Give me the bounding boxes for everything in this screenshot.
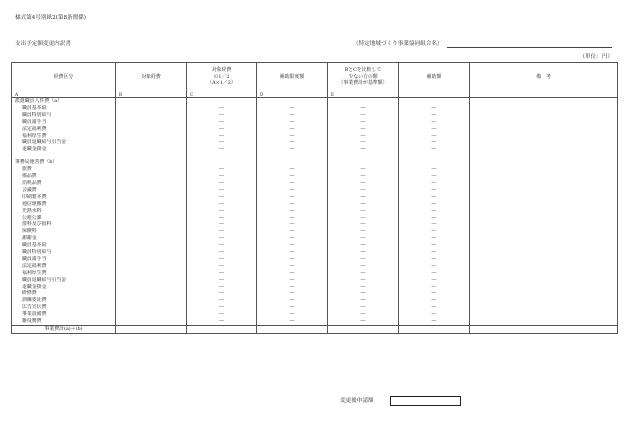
col-header-line: （A×1／2） <box>207 80 236 87</box>
col-letter: B <box>116 91 187 98</box>
amount-cell-e: ― <box>399 166 470 173</box>
section-title: 派遣職員人件費（a） <box>12 98 116 105</box>
amount-cell-a[interactable] <box>116 311 187 318</box>
amount-cell-d: ― <box>328 201 399 208</box>
amount-cell-e: ― <box>399 187 470 194</box>
expense-item-label: 印刷製本費 <box>12 194 116 201</box>
amount-cell-b: ― <box>187 256 257 263</box>
amount-cell-b: ― <box>187 263 257 270</box>
empty-cell <box>116 159 187 166</box>
table-row <box>12 119 618 126</box>
table-row <box>12 105 618 112</box>
amount-cell-e: ― <box>399 297 470 304</box>
amount-cell-b: ― <box>187 180 257 187</box>
expense-item-label: 職員諸手当 <box>12 119 116 126</box>
amount-cell-d: ― <box>328 311 399 318</box>
amount-cell-d: ― <box>328 270 399 277</box>
amount-cell-c: ― <box>257 180 328 187</box>
expense-item-label: 消耗品費 <box>12 180 116 187</box>
table-row <box>12 133 618 140</box>
remarks-cell[interactable] <box>470 235 618 242</box>
amount-cell-a[interactable] <box>116 119 187 126</box>
amount-cell-a[interactable] <box>116 277 187 284</box>
amount-cell-d: ― <box>328 263 399 270</box>
table-row <box>12 249 618 256</box>
empty-cell <box>187 159 257 166</box>
expense-item-label: 研修費 <box>12 290 116 297</box>
expense-item-label: 会議費 <box>12 187 116 194</box>
amount-cell-c: ― <box>257 290 328 297</box>
table-row <box>12 256 618 263</box>
total-label: 事業費計(a)＋(b) <box>12 326 116 334</box>
amount-cell-c: ― <box>257 133 328 140</box>
amount-cell-a[interactable] <box>116 187 187 194</box>
table-row <box>12 228 618 235</box>
amount-cell-b: ― <box>187 126 257 133</box>
amount-cell-c: ― <box>257 201 328 208</box>
col-header-remarks: 備 考 <box>470 63 618 92</box>
amount-cell-a[interactable] <box>116 270 187 277</box>
amount-cell-e: ― <box>399 133 470 140</box>
amount-cell-a[interactable] <box>116 221 187 228</box>
amount-cell-b: ― <box>187 318 257 325</box>
amount-cell-d: ― <box>328 194 399 201</box>
remarks-cell[interactable] <box>470 242 618 249</box>
amount-cell-c: ― <box>257 105 328 112</box>
expense-item-label: 雑役務費 <box>12 318 116 325</box>
amount-cell-b: ― <box>187 166 257 173</box>
empty-cell <box>470 98 618 105</box>
amount-cell-c: ― <box>257 277 328 284</box>
amount-cell-a[interactable] <box>116 139 187 146</box>
empty-cell <box>116 98 187 105</box>
empty-cell <box>257 98 328 105</box>
amount-cell-e: ― <box>399 105 470 112</box>
amount-cell-d: ― <box>328 105 399 112</box>
expense-item-label: 法定福利費 <box>12 263 116 270</box>
association-name-line[interactable] <box>447 47 612 48</box>
remarks-cell[interactable] <box>470 221 618 228</box>
table-row <box>12 263 618 270</box>
col-header-line: BとCを比較して <box>344 67 382 74</box>
remarks-cell[interactable] <box>470 277 618 284</box>
amount-cell-d: ― <box>328 187 399 194</box>
remarks-cell[interactable] <box>470 112 618 119</box>
expense-item-label: 職員退職給与引当金 <box>12 139 116 146</box>
total-cell <box>257 326 328 334</box>
col-letter: E <box>328 91 399 98</box>
amount-cell-c: ― <box>257 263 328 270</box>
amount-cell-d: ― <box>328 133 399 140</box>
expense-item-label: 訓練委託費 <box>12 297 116 304</box>
amount-cell-e: ― <box>399 208 470 215</box>
amount-cell-d: ― <box>328 146 399 153</box>
total-row <box>12 326 618 334</box>
expense-item-label: 職員基本給 <box>12 105 116 112</box>
table-row <box>12 194 618 201</box>
amount-cell-e: ― <box>399 311 470 318</box>
amount-cell-d: ― <box>328 277 399 284</box>
amount-cell-a[interactable] <box>116 228 187 235</box>
amount-cell-b: ― <box>187 277 257 284</box>
revised-application-amount-field[interactable] <box>390 396 461 406</box>
amount-cell-e: ― <box>399 270 470 277</box>
remarks-cell[interactable] <box>470 139 618 146</box>
empty-cell <box>399 159 470 166</box>
table-row <box>12 208 618 215</box>
total-cell[interactable] <box>470 326 618 334</box>
amount-cell-a[interactable] <box>116 290 187 297</box>
document-title: 支出予定額変更内訳書 <box>15 41 71 47</box>
amount-cell-a[interactable] <box>116 242 187 249</box>
table-body <box>12 98 618 334</box>
expense-item-label: 退職金掛金 <box>12 284 116 291</box>
section-title: 事務局運営費（b） <box>12 159 116 166</box>
amount-cell-c: ― <box>257 173 328 180</box>
amount-cell-e: ― <box>399 201 470 208</box>
amount-cell-b: ― <box>187 112 257 119</box>
col-header-subsidy: 補助額 <box>399 63 470 92</box>
amount-cell-e: ― <box>399 215 470 222</box>
expense-item-label: 福利厚生費 <box>12 270 116 277</box>
amount-cell-d: ― <box>328 126 399 133</box>
expense-item-label: 職員諸手当 <box>12 256 116 263</box>
col-header-target-expense: 対象経費 <box>116 63 187 92</box>
remarks-cell[interactable] <box>470 187 618 194</box>
amount-cell-c: ― <box>257 221 328 228</box>
amount-cell-d: ― <box>328 284 399 291</box>
amount-cell-d: ― <box>328 173 399 180</box>
amount-cell-d: ― <box>328 256 399 263</box>
amount-cell-b: ― <box>187 119 257 126</box>
amount-cell-e: ― <box>399 194 470 201</box>
amount-cell-d: ― <box>328 249 399 256</box>
table-row <box>12 311 618 318</box>
remarks-cell[interactable] <box>470 297 618 304</box>
amount-cell-b: ― <box>187 187 257 194</box>
amount-cell-d: ― <box>328 290 399 297</box>
table-row <box>12 235 618 242</box>
remarks-cell[interactable] <box>470 126 618 133</box>
amount-cell-c: ― <box>257 146 328 153</box>
col-header-line: 対象経費 <box>211 67 232 74</box>
expense-item-label: 職員基本給 <box>12 242 116 249</box>
amount-cell-b: ― <box>187 228 257 235</box>
amount-cell-e: ― <box>399 173 470 180</box>
table-row <box>12 173 618 180</box>
remarks-cell[interactable] <box>470 201 618 208</box>
amount-cell-c: ― <box>257 228 328 235</box>
table-row <box>12 284 618 291</box>
amount-cell-b: ― <box>187 146 257 153</box>
amount-cell-e: ― <box>399 146 470 153</box>
total-cell <box>328 326 399 334</box>
amount-cell-c: ― <box>257 249 328 256</box>
remarks-cell[interactable] <box>470 173 618 180</box>
remarks-cell[interactable] <box>470 318 618 325</box>
amount-cell-e: ― <box>399 221 470 228</box>
amount-cell-d: ― <box>328 221 399 228</box>
amount-cell-e: ― <box>399 119 470 126</box>
amount-cell-c: ― <box>257 235 328 242</box>
amount-cell-d: ― <box>328 235 399 242</box>
total-cell[interactable] <box>116 326 187 334</box>
amount-cell-d: ― <box>328 318 399 325</box>
amount-cell-e: ― <box>399 256 470 263</box>
amount-cell-d: ― <box>328 215 399 222</box>
expense-item-label: 公租公課 <box>12 215 116 222</box>
empty-cell <box>328 159 399 166</box>
amount-cell-e: ― <box>399 242 470 249</box>
amount-cell-b: ― <box>187 242 257 249</box>
col-header-line: （事業費計が基準額） <box>338 80 388 87</box>
form-number: 様式第4号別紙2(第8条関係) <box>15 15 86 21</box>
remarks-cell[interactable] <box>470 228 618 235</box>
remarks-cell[interactable] <box>470 256 618 263</box>
amount-cell-c: ― <box>257 187 328 194</box>
amount-cell-e: ― <box>399 290 470 297</box>
remarks-cell[interactable] <box>470 194 618 201</box>
revised-application-amount-label: 変更後申請額 <box>340 398 374 404</box>
table-row <box>12 304 618 311</box>
col-header-half-expense <box>187 63 257 92</box>
amount-cell-a[interactable] <box>116 304 187 311</box>
remarks-cell[interactable] <box>470 208 618 215</box>
amount-cell-a[interactable] <box>116 112 187 119</box>
remarks-cell[interactable] <box>470 146 618 153</box>
empty-cell <box>470 159 618 166</box>
amount-cell-e: ― <box>399 318 470 325</box>
amount-cell-a[interactable] <box>116 215 187 222</box>
amount-cell-b: ― <box>187 105 257 112</box>
table-row <box>12 112 618 119</box>
amount-cell-b: ― <box>187 284 257 291</box>
col-header-limit: 補助限度額 <box>257 63 328 92</box>
col-header-line: 少ない方の額 <box>348 73 378 80</box>
amount-cell-c: ― <box>257 311 328 318</box>
amount-cell-e: ― <box>399 228 470 235</box>
unit-label: （単位：円） <box>579 54 613 60</box>
amount-cell-b: ― <box>187 297 257 304</box>
section-row <box>12 159 618 166</box>
table-row <box>12 270 618 277</box>
remarks-cell[interactable] <box>470 284 618 291</box>
section-row <box>12 98 618 105</box>
table-row <box>12 139 618 146</box>
col-letter: D <box>257 91 328 98</box>
amount-cell-e: ― <box>399 277 470 284</box>
amount-cell-d: ― <box>328 228 399 235</box>
empty-cell <box>187 98 257 105</box>
empty-cell <box>399 98 470 105</box>
amount-cell-c: ― <box>257 126 328 133</box>
amount-cell-c: ― <box>257 208 328 215</box>
table-row <box>12 297 618 304</box>
remarks-cell[interactable] <box>470 290 618 297</box>
amount-cell-c: ― <box>257 297 328 304</box>
expense-item-label: 福利厚生費 <box>12 133 116 140</box>
remarks-cell[interactable] <box>470 304 618 311</box>
amount-cell-d: ― <box>328 304 399 311</box>
col-header-line: の1／2 <box>213 73 230 80</box>
col-letter: C <box>187 91 257 98</box>
expense-breakdown-table <box>11 62 618 334</box>
amount-cell-d: ― <box>328 242 399 249</box>
col-letter: A <box>12 91 116 98</box>
amount-cell-c: ― <box>257 284 328 291</box>
amount-cell-b: ― <box>187 311 257 318</box>
table-row <box>12 277 618 284</box>
amount-cell-b: ― <box>187 139 257 146</box>
amount-cell-b: ― <box>187 304 257 311</box>
amount-cell-a[interactable] <box>116 166 187 173</box>
expense-item-label: 職員退職給与引当金 <box>12 277 116 284</box>
amount-cell-b: ― <box>187 215 257 222</box>
expense-item-label: 職員特別給与 <box>12 112 116 119</box>
table-row <box>12 180 618 187</box>
amount-cell-b: ― <box>187 133 257 140</box>
amount-cell-b: ― <box>187 208 257 215</box>
amount-cell-c: ― <box>257 194 328 201</box>
expense-item-label: 備品費 <box>12 173 116 180</box>
amount-cell-c: ― <box>257 256 328 263</box>
amount-cell-d: ― <box>328 119 399 126</box>
amount-cell-c: ― <box>257 242 328 249</box>
empty-cell <box>257 159 328 166</box>
amount-cell-d: ― <box>328 166 399 173</box>
amount-cell-c: ― <box>257 112 328 119</box>
association-name-label: （特定地域づくり事業協同組合名） <box>353 41 443 47</box>
expense-item-label: 法定福利費 <box>12 126 116 133</box>
amount-cell-c: ― <box>257 304 328 311</box>
table-row <box>12 318 618 325</box>
amount-cell-e: ― <box>399 249 470 256</box>
amount-cell-d: ― <box>328 139 399 146</box>
table-row <box>12 126 618 133</box>
amount-cell-c: ― <box>257 119 328 126</box>
amount-cell-b: ― <box>187 201 257 208</box>
expense-item-label: 光熱水料 <box>12 208 116 215</box>
amount-cell-a[interactable] <box>116 180 187 187</box>
expense-item-label: 事業設備費 <box>12 311 116 318</box>
remarks-cell[interactable] <box>470 119 618 126</box>
amount-cell-a[interactable] <box>116 297 187 304</box>
amount-cell-e: ― <box>399 126 470 133</box>
remarks-cell[interactable] <box>470 180 618 187</box>
amount-cell-d: ― <box>328 112 399 119</box>
amount-cell-c: ― <box>257 166 328 173</box>
table-row <box>12 290 618 297</box>
remarks-cell[interactable] <box>470 215 618 222</box>
amount-cell-d: ― <box>328 297 399 304</box>
remarks-cell[interactable] <box>470 263 618 270</box>
amount-cell-b: ― <box>187 221 257 228</box>
amount-cell-c: ― <box>257 270 328 277</box>
amount-cell-b: ― <box>187 249 257 256</box>
amount-cell-a[interactable] <box>116 318 187 325</box>
table-row <box>12 201 618 208</box>
expense-item-label: 謝謝金 <box>12 235 116 242</box>
remarks-cell[interactable] <box>470 270 618 277</box>
amount-cell-e: ― <box>399 112 470 119</box>
col-header-lesser-amount <box>328 63 399 92</box>
table-row <box>12 146 618 153</box>
amount-cell-a[interactable] <box>116 201 187 208</box>
amount-cell-b: ― <box>187 173 257 180</box>
expense-item-label: 借料及び損料 <box>12 221 116 228</box>
amount-cell-a[interactable] <box>116 173 187 180</box>
expense-item-label: 職員特別給与 <box>12 249 116 256</box>
amount-cell-e: ― <box>399 235 470 242</box>
amount-cell-b: ― <box>187 290 257 297</box>
total-cell <box>187 326 257 334</box>
amount-cell-e: ― <box>399 139 470 146</box>
table-row <box>12 215 618 222</box>
table-row <box>12 187 618 194</box>
table-row <box>12 242 618 249</box>
amount-cell-d: ― <box>328 180 399 187</box>
expense-item-label: 旅費 <box>12 166 116 173</box>
amount-cell-a[interactable] <box>116 284 187 291</box>
remarks-cell[interactable] <box>470 311 618 318</box>
amount-cell-c: ― <box>257 318 328 325</box>
amount-cell-a[interactable] <box>116 105 187 112</box>
remarks-cell[interactable] <box>470 249 618 256</box>
amount-cell-a[interactable] <box>116 133 187 140</box>
amount-cell-e: ― <box>399 284 470 291</box>
amount-cell-a[interactable] <box>116 194 187 201</box>
amount-cell-a[interactable] <box>116 249 187 256</box>
expense-item-label: 退職金掛金 <box>12 146 116 153</box>
expense-item-label: 広告宣伝費 <box>12 304 116 311</box>
amount-cell-a[interactable] <box>116 263 187 270</box>
remarks-cell[interactable] <box>470 133 618 140</box>
amount-cell-a[interactable] <box>116 208 187 215</box>
amount-cell-c: ― <box>257 215 328 222</box>
amount-cell-a[interactable] <box>116 235 187 242</box>
amount-cell-b: ― <box>187 235 257 242</box>
amount-cell-b: ― <box>187 270 257 277</box>
amount-cell-d: ― <box>328 208 399 215</box>
remarks-cell[interactable] <box>470 105 618 112</box>
amount-cell-a[interactable] <box>116 146 187 153</box>
table-row <box>12 166 618 173</box>
amount-cell-a[interactable] <box>116 256 187 263</box>
amount-cell-e: ― <box>399 263 470 270</box>
amount-cell-b: ― <box>187 194 257 201</box>
expense-item-label: 保険料 <box>12 228 116 235</box>
table-row <box>12 221 618 228</box>
empty-cell <box>328 98 399 105</box>
col-header-category: 経費区分 <box>12 63 116 92</box>
total-cell <box>399 326 470 334</box>
amount-cell-a[interactable] <box>116 126 187 133</box>
amount-cell-e: ― <box>399 304 470 311</box>
amount-cell-e: ― <box>399 180 470 187</box>
remarks-cell[interactable] <box>470 166 618 173</box>
expense-item-label: 通信運搬費 <box>12 201 116 208</box>
amount-cell-c: ― <box>257 139 328 146</box>
